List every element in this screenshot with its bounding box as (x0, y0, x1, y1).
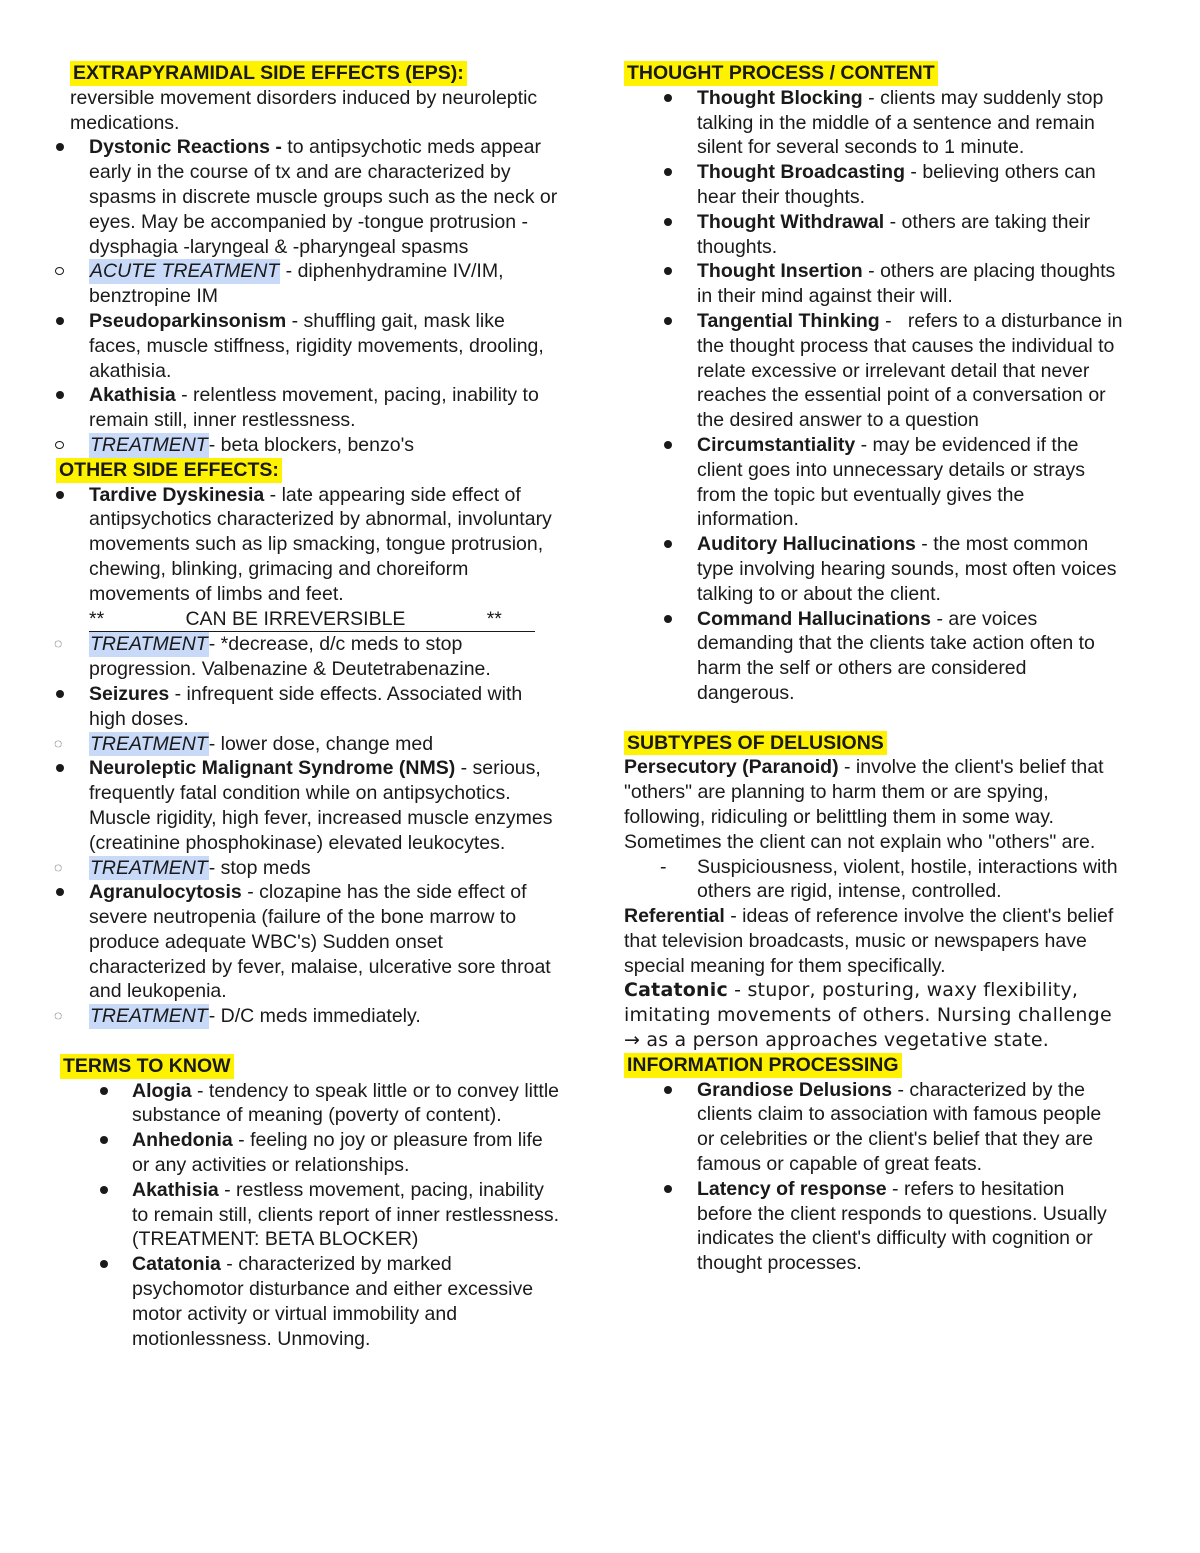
desc-alogia: - tendency to speak little or to convey little substance of meaning (poverty of content). (132, 1079, 560, 1127)
circle-bullet-icon (55, 267, 64, 275)
bullet-icon (56, 690, 64, 698)
term-nms: Neuroleptic Malignant Syndrome (NMS) (89, 757, 456, 780)
bullet-icon (664, 615, 672, 623)
list-item-latency (624, 1177, 1124, 1276)
dotted-circle-icon: ◌ (54, 858, 63, 875)
treatment-label: TREATMENT (90, 633, 208, 656)
list-item-thought-broadcasting (624, 160, 1124, 210)
term-thought-insertion: Thought Insertion (697, 260, 863, 283)
term-referential: Referential (624, 905, 725, 928)
desc-tangential: - refers to a disturbance in the thought process that causes the individual to relate excessive or irrelevant detail that never reaches the essential point of a conversation or the desired answer to a question (697, 309, 1128, 432)
bullet-icon (56, 491, 64, 499)
bullet-icon (100, 1087, 108, 1095)
desc-seizures: - infrequent side effects. Associated with high doses. (89, 682, 523, 730)
list-item-dystonic (52, 135, 562, 259)
term-alogia: Alogia (132, 1079, 192, 1102)
list-item-command (624, 607, 1124, 706)
dotted-circle-icon: ◌ (54, 1007, 63, 1024)
list-item-treatment-2 (52, 632, 562, 682)
list-item-treatment-5 (52, 1004, 562, 1029)
term-thought-broadcasting: Thought Broadcasting (697, 161, 905, 184)
desc-persecutory: - involve the client's belief that "others" are planning to harm them or are spying, following, ridiculing or belittling them in some way. Sometimes the client can not explain who "others" are. (624, 756, 1104, 853)
bullet-icon (664, 218, 672, 226)
bullet-icon (664, 441, 672, 449)
term-grandiose: Grandiose Delusions (697, 1078, 893, 1101)
bullet-icon (664, 267, 672, 275)
other-side-effects-heading: OTHER SIDE EFFECTS: (56, 458, 282, 483)
irreversible-note: ** CAN BE IRREVERSIBLE ** (89, 607, 535, 633)
term-tardive: Tardive Dyskinesia (89, 483, 265, 506)
bullet-icon (664, 1086, 672, 1094)
list-item-treatment-1 (52, 433, 562, 458)
dotted-circle-icon: ◌ (54, 635, 63, 652)
term-latency: Latency of response (697, 1177, 887, 1200)
list-item-agranulocytosis (52, 880, 562, 1004)
desc-auditory: - the most common type involving hearing sounds, most often voices talking to or about the client. (697, 533, 1117, 605)
list-item-anhedonia (52, 1128, 562, 1178)
bullet-icon (100, 1260, 108, 1268)
term-akathisia-2: Akathisia (132, 1178, 219, 1201)
bullet-icon (664, 168, 672, 176)
information-processing-heading: INFORMATION PROCESSING (624, 1053, 902, 1078)
desc-acute: - diphenhydramine IV/IM, benztropine IM (89, 260, 504, 308)
eps-heading: EXTRAPYRAMIDAL SIDE EFFECTS (EPS): (70, 61, 467, 86)
desc-thought-blocking: - clients may suddenly stop talking in the middle of a sentence and remain silent for several seconds to 1 minute. (697, 86, 1104, 159)
desc-tardive: - late appearing side effect of antipsychotics characterized by abnormal, involuntary movements such as lip smacking, tongue protrusion, chewing, blinking, grimacing and choreiform movements of limbs and feet. (89, 483, 552, 605)
list-item-circumstantiality (624, 433, 1124, 532)
treatment-label: TREATMENT (90, 1005, 208, 1028)
bullet-icon (664, 94, 672, 102)
list-item-pseudoparkinsonism (52, 309, 562, 383)
list-item-treatment-4 (52, 856, 562, 881)
list-item-acute-treatment (52, 259, 562, 309)
bullet-icon (56, 143, 64, 151)
list-item-treatment-3 (52, 732, 562, 757)
desc-suspiciousness: Suspiciousness, violent, hostile, interactions with others are rigid, intense, controlled. (697, 855, 1118, 903)
paragraph-referential (624, 904, 1124, 978)
term-command: Command Hallucinations (697, 607, 932, 630)
desc-anhedonia: - feeling no joy or pleasure from life or any activities or relationships. (132, 1129, 543, 1177)
desc-treatment: - D/C meds immediately. (208, 1005, 421, 1028)
desc-thought-withdrawal: - others are taking their thoughts. (697, 210, 1091, 258)
list-item-auditory (624, 532, 1124, 606)
term-persecutory: Persecutory (Paranoid) (624, 756, 839, 779)
list-item-catatonia (52, 1252, 562, 1351)
desc-catatonic: - stupor, posturing, waxy flexibility, imitating movements of others. Nursing challenge → as a person approaches vegetative state. (624, 979, 1112, 1052)
desc-treatment: - lower dose, change med (208, 732, 434, 755)
bullet-icon (56, 888, 64, 896)
desc-pseudo: - shuffling gait, mask like faces, muscle stiffness, rigidity movements, drooling, akathisia. (89, 309, 544, 382)
bullet-icon (56, 317, 64, 325)
list-item-grandiose (624, 1078, 1124, 1177)
term-thought-withdrawal: Thought Withdrawal (697, 210, 885, 233)
treatment-label: TREATMENT (90, 433, 208, 456)
term-seizures: Seizures (89, 682, 170, 705)
bullet-icon (56, 391, 64, 399)
desc-nms: - serious, frequently fatal condition while on antipsychotics. Muscle rigidity, high fever, increased muscle enzymes (creatinine phosphokinase) elevated leukocytes. (89, 757, 553, 854)
bullet-icon (56, 764, 64, 772)
bullet-icon (100, 1186, 108, 1194)
bullet-icon (664, 317, 672, 325)
terms-to-know-heading: TERMS TO KNOW (60, 1054, 234, 1079)
desc-thought-insertion: - others are placing thoughts in their mind against their will. (697, 260, 1116, 308)
desc-latency: - refers to hesitation before the client responds to questions. Usually indicates the client's difficulty with cognition or thought processes. (697, 1177, 1107, 1275)
term-agranulocytosis: Agranulocytosis (89, 881, 242, 904)
desc-referential: - ideas of reference involve the client's belief that television broadcasts, music or newspapers have special meaning for them specifically. (624, 905, 1114, 977)
bullet-icon (100, 1136, 108, 1144)
bullet-icon (664, 1185, 672, 1193)
paragraph-catatonic (624, 978, 1124, 1052)
desc-agranulocytosis: - clozapine has the side effect of severe neutropenia (failure of the bone marrow to produce adequate WBC's) Sudden onset characterized by fever, malaise, ulcerative sore throat and leukopenia. (89, 881, 551, 1003)
desc-akathisia: - relentless movement, pacing, inability to remain still, inner restlessness. (89, 384, 539, 432)
list-item-thought-insertion (624, 259, 1124, 309)
term-anhedonia: Anhedonia (132, 1129, 233, 1152)
term-dystonic: Dystonic Reactions - (89, 136, 282, 159)
term-circumstantiality: Circumstantiality (697, 433, 856, 456)
list-item-nms (52, 756, 562, 855)
term-tangential: Tangential Thinking (697, 309, 880, 332)
list-item-alogia (52, 1079, 562, 1129)
treatment-label: TREATMENT (90, 732, 208, 755)
list-item-suspiciousness (624, 855, 1124, 905)
list-item-thought-blocking (624, 86, 1124, 160)
paragraph-persecutory (624, 755, 1124, 854)
desc-treatment: - beta blockers, benzo's (208, 433, 415, 456)
desc-treatment: - *decrease, d/c meds to stop progression. Valbenazine & Deutetrabenazine. (89, 633, 491, 681)
list-item-akathisia-2 (52, 1178, 562, 1252)
circle-bullet-icon (55, 441, 64, 449)
term-catatonia: Catatonia (132, 1253, 221, 1276)
desc-thought-broadcasting: - believing others can hear their thoughts. (697, 161, 1096, 208)
desc-grandiose: - characterized by the clients claim to association with famous people or celebrities or the client's belief that they are famous or capable of great feats. (697, 1078, 1102, 1176)
list-item-tardive (52, 483, 562, 633)
bullet-icon (664, 540, 672, 548)
list-item-akathisia (52, 383, 562, 433)
list-item-tangential (624, 309, 1128, 433)
desc-command: - are voices demanding that the clients take action often to harm the self or others are considered dangerous. (697, 607, 1095, 704)
term-thought-blocking: Thought Blocking (697, 86, 863, 109)
desc-circumstantiality: - may be evidenced if the client goes into unnecessary details or strays from the topic but eventually gives the information. (697, 433, 1086, 531)
desc-catatonia: - characterized by marked psychomotor disturbance and either excessive motor activity or virtual immobility and motionlessness. Unmoving. (132, 1253, 534, 1350)
subtypes-of-delusions-heading: SUBTYPES OF DELUSIONS (624, 731, 887, 756)
thought-process-heading: THOUGHT PROCESS / CONTENT (624, 61, 938, 86)
right-column (624, 61, 1128, 1276)
list-item-seizures (52, 682, 562, 732)
desc-treatment: - stop meds (208, 856, 311, 879)
dash-marker: - (660, 855, 667, 878)
desc-dystonic: to antipsychotic meds appear early in the course of tx and are characterized by spasms in discrete muscle groups such as the neck or eyes. May be accompanied by -tongue protrusion -dysphagia -laryngeal & -pharyngeal spasms (89, 136, 558, 258)
desc-akathisia-2: - restless movement, pacing, inability to remain still, clients report of inner restlessness. (TREATMENT: BETA BLOCKER) (132, 1178, 560, 1251)
term-akathisia: Akathisia (89, 384, 176, 407)
left-column (52, 61, 562, 1351)
term-catatonic: Catatonic (624, 979, 728, 1002)
dotted-circle-icon: ◌ (54, 734, 63, 751)
term-auditory: Auditory Hallucinations (697, 533, 916, 556)
acute-treatment-label: ACUTE TREATMENT (90, 260, 280, 283)
list-item-thought-withdrawal (624, 210, 1124, 260)
treatment-label: TREATMENT (90, 856, 208, 879)
eps-intro: reversible movement disorders induced by neuroleptic medications. (70, 86, 538, 134)
term-pseudo: Pseudoparkinsonism (89, 309, 287, 332)
